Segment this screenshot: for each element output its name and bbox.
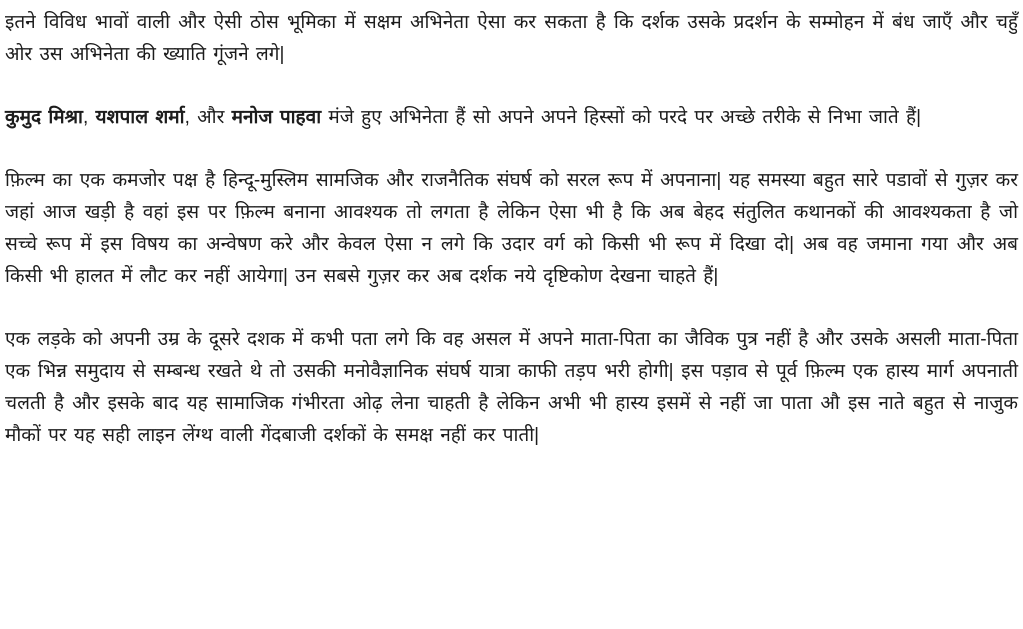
text-segment: फ़िल्म का एक कमजोर पक्ष है हिन्दू-मुस्लिम सामजिक और राजनैतिक संघर्ष को सरल रूप में अपनाना| यह समस्या बहुत सारे पडावों से गुज़र कर जहां आज खड़ी है वहां इस पर फ़िल्म बनाना आवश्यक तो लगता है लेकिन ऐसा भी है कि अब बेहद संतुलित कथानकों की आवश्यकता है जो सच्चे रूप में इस विषय का अन्वेषण करे और केवल ऐसा न लगे कि उदार वर्ग को किसी भी रूप में दिखा दो| अब वह जमाना गया और अब किसी भी हालत में लौट कर नहीं आयेगा| उन सबसे गुज़र कर अब दर्शक नये दृष्टिकोण देखना चाहते हैं|	[5, 170, 1018, 287]
text-segment: मंजे हुए अभिनेता हैं सो अपने अपने हिस्सों को परदे पर अच्छे तरीके से निभा जाते हैं|	[321, 107, 922, 128]
document-body	[5, 7, 1018, 452]
paragraph-4	[5, 324, 1018, 452]
paragraph-2	[5, 102, 1018, 134]
text-segment: एक लड़के को अपनी उम्र के दूसरे दशक में कभी पता लगे कि वह असल में अपने माता-पिता का जैविक पुत्र नहीं है और उसके असली माता-पिता एक भिन्न समुदाय से सम्बन्ध रखते थे तो उसकी मनोवैज्ञानिक संघर्ष यात्रा काफी तड़प भरी होगी| इस पड़ाव से पूर्व फ़िल्म एक हास्य मार्ग अपनाती चलती है और इसके बाद यह सामाजिक गंभीरता ओढ़ लेना चाहती है लेकिन अभी भी हास्य इसमें से नहीं जा पाता औ इस नाते बहुत से नाजुक मौकों पर यह सही लाइन लेंग्थ वाली गेंदबाजी दर्शकों के समक्ष नहीं कर पाती|	[5, 329, 1018, 446]
bold-text-segment: यशपाल शर्मा	[95, 107, 185, 128]
bold-text-segment: कुमुद मिश्रा	[5, 107, 83, 128]
bold-text-segment: मनोज पाहवा	[231, 107, 322, 128]
paragraph-1	[5, 7, 1018, 71]
paragraph-3	[5, 165, 1018, 293]
text-segment: इतने विविध भावों वाली और ऐसी ठोस भूमिका में सक्षम अभिनेता ऐसा कर सकता है कि दर्शक उसके प्रदर्शन के सम्मोहन में बंध जाएँ और चहुँ ओर उस अभिनेता की ख्याति गूंजने लगे|	[5, 12, 1018, 65]
text-segment: ,	[82, 107, 96, 128]
text-segment: , और	[184, 107, 232, 128]
